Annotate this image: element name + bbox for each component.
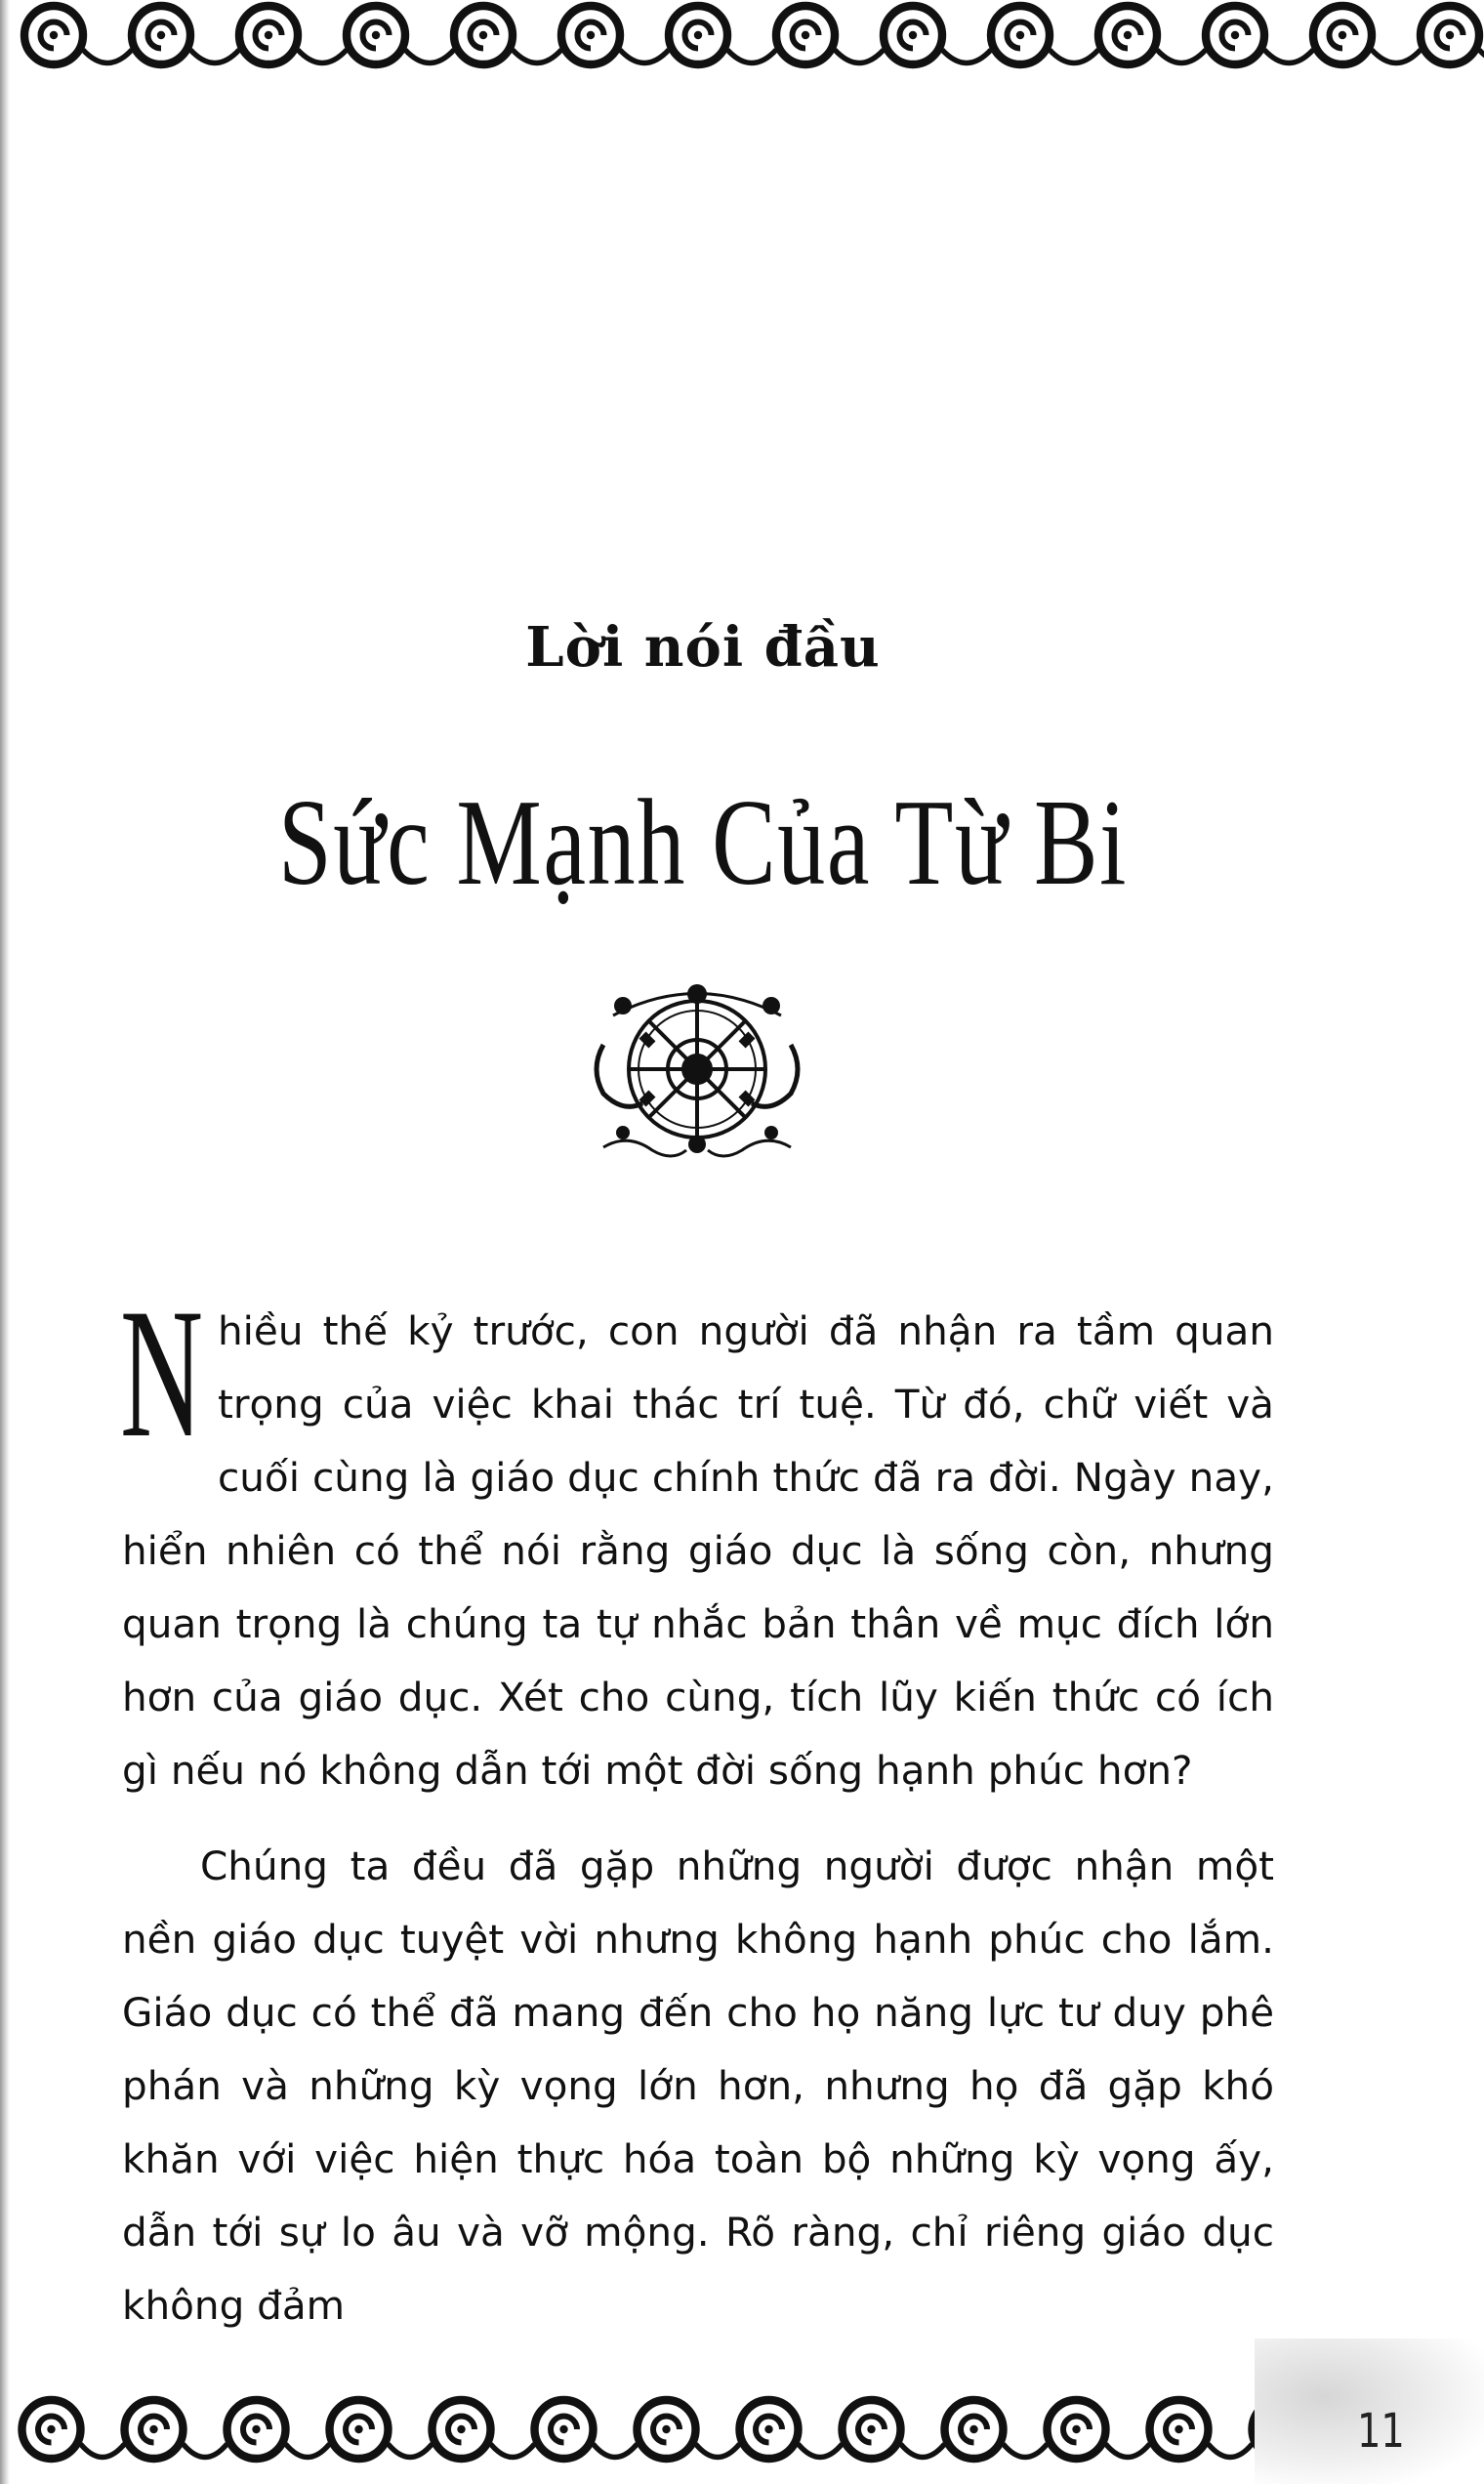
spiral-motif [239,6,347,64]
spiral-motif [132,6,239,64]
paragraph-1 [120,1271,1274,1807]
spiral-motif [1048,2400,1150,2459]
spiral-motif [433,2400,535,2459]
spiral-motif [776,6,884,64]
spiral-motif [1421,6,1484,64]
dharma-wheel-icon [584,976,810,1172]
spiral-motif [843,2400,945,2459]
chapter-subtitle: Lời nói đầu [525,615,881,680]
spiral-motif [561,6,669,64]
spiral-motif [991,6,1098,64]
paragraph-1-text: hiều thế kỷ trước, con người đã nhận ra tầm quan trọng của việc khai thác trí tuệ. Từ đó, chữ viết và cuối cùng là giáo dục chính thức đã ra đời. Ngày nay, hiển nhiên có thể nói rằng giáo dục là sống còn, nhưng quan trọng là chúng ta tự nhắc bản thân về mục đích lớn hơn của giáo dục. Xét cho cùng, tích lũy kiến thức có ích gì nếu nó không dẫn tới một đời sống hạnh phúc hơn? [122,1307,1274,1794]
spiral-motif [740,2400,843,2459]
spiral-motif [1313,6,1421,64]
spiral-motif [884,6,991,64]
page-number: 11 [1357,2404,1405,2459]
spiral-wave-border-icon [0,2365,1255,2484]
chapter-title: Sức Mạnh Của Từ Bi [278,775,1128,911]
spiral-motif [669,6,776,64]
spiral-motif [1253,2400,1256,2459]
paragraph-2: Chúng ta đều đã gặp những người được nhận một nền giáo dục tuyệt vời nhưng không hạnh phúc cho lắm. Giáo dục có thể đã mang đến cho họ năng lực tư duy phê phán và những kỳ vọng lớn hơn, nhưng họ đã gặp khó khăn với việc hiện thực hóa toàn bộ những kỳ vọng ấy, dẫn tới sự lo âu và vỡ mộng. Rõ ràng, chỉ riêng giáo dục không đảm [122,1842,1274,2329]
spiral-motif [125,2400,227,2459]
top-decorative-border [0,0,1484,93]
spiral-motif [22,2400,125,2459]
spiral-motif [227,2400,330,2459]
spiral-motif [454,6,561,64]
drop-cap: N [120,1271,204,1476]
spiral-wave-border-icon [0,0,1484,93]
spiral-motif [24,6,132,64]
spiral-motif [1098,6,1206,64]
page-edge-shadow [0,0,10,2484]
spiral-motif [1150,2400,1253,2459]
spiral-motif [330,2400,433,2459]
spiral-motif [638,2400,740,2459]
spiral-motif [1206,6,1313,64]
bottom-decorative-border [0,2365,1255,2484]
spiral-motif [347,6,454,64]
spiral-motif [945,2400,1048,2459]
spiral-motif [535,2400,638,2459]
